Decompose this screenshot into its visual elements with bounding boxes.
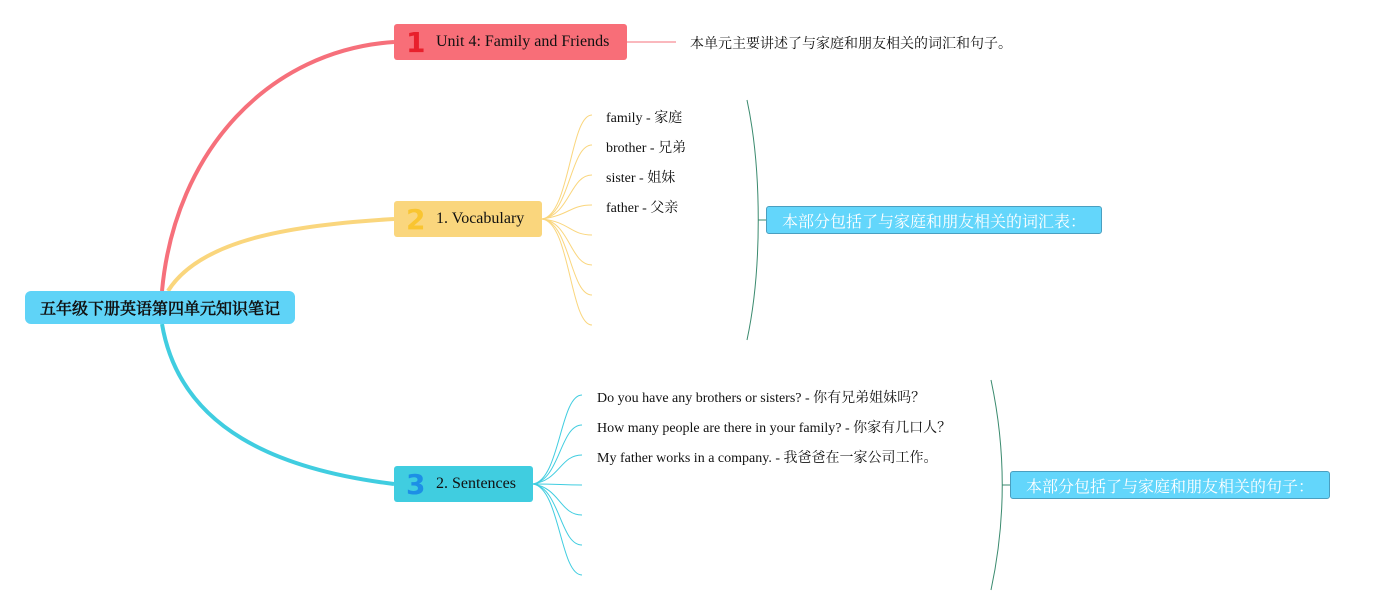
summary-brace-sentences — [991, 380, 1002, 590]
sentence-item[interactable]: How many people are there in your family? - 你家有几口人？ — [597, 421, 952, 436]
sentence-item[interactable]: Do you have any brothers or sisters? - 你有兄弟姐妹吗？ — [597, 391, 926, 406]
connector-branch-3 — [162, 324, 394, 484]
branch-label: Unit 4: Family and Friends — [436, 33, 610, 50]
vocabulary-item[interactable]: sister - 姐妹 — [606, 171, 676, 186]
sentence-item[interactable]: My father works in a company. - 我爸爸在一家公司工作。 — [597, 451, 938, 466]
vocabulary-item[interactable]: brother - 兄弟 — [606, 141, 687, 156]
connector-branch-1 — [162, 42, 394, 291]
root-label: 五年级下册英语第四单元知识笔记 — [39, 299, 280, 318]
unit-description[interactable]: 本单元主要讲述了与家庭和朋友相关的词汇和句子。 — [690, 36, 1012, 52]
number-2-icon: 2 — [406, 203, 426, 236]
connector-vocabulary-fan — [542, 115, 592, 325]
number-3-icon: 3 — [406, 468, 426, 501]
branch-label: 2. Sentences — [436, 475, 516, 492]
number-1-icon: 1 — [406, 26, 426, 59]
vocabulary-item[interactable]: father - 父亲 — [606, 201, 679, 216]
branch-unit-overview[interactable] — [394, 24, 627, 60]
branch-label: 1. Vocabulary — [436, 210, 525, 227]
branch-vocabulary[interactable] — [394, 201, 542, 237]
connector-sentences-fan — [533, 395, 582, 575]
connector-branch-2 — [168, 219, 394, 291]
summary-brace-vocabulary — [747, 100, 758, 340]
root-node[interactable] — [25, 291, 295, 324]
vocabulary-item[interactable]: family - 家庭 — [606, 111, 683, 126]
branch-sentences[interactable] — [394, 466, 533, 502]
sentences-summary[interactable]: 本部分包括了与家庭和朋友相关的句子： — [1010, 471, 1330, 499]
vocabulary-summary[interactable]: 本部分包括了与家庭和朋友相关的词汇表： — [766, 206, 1102, 234]
